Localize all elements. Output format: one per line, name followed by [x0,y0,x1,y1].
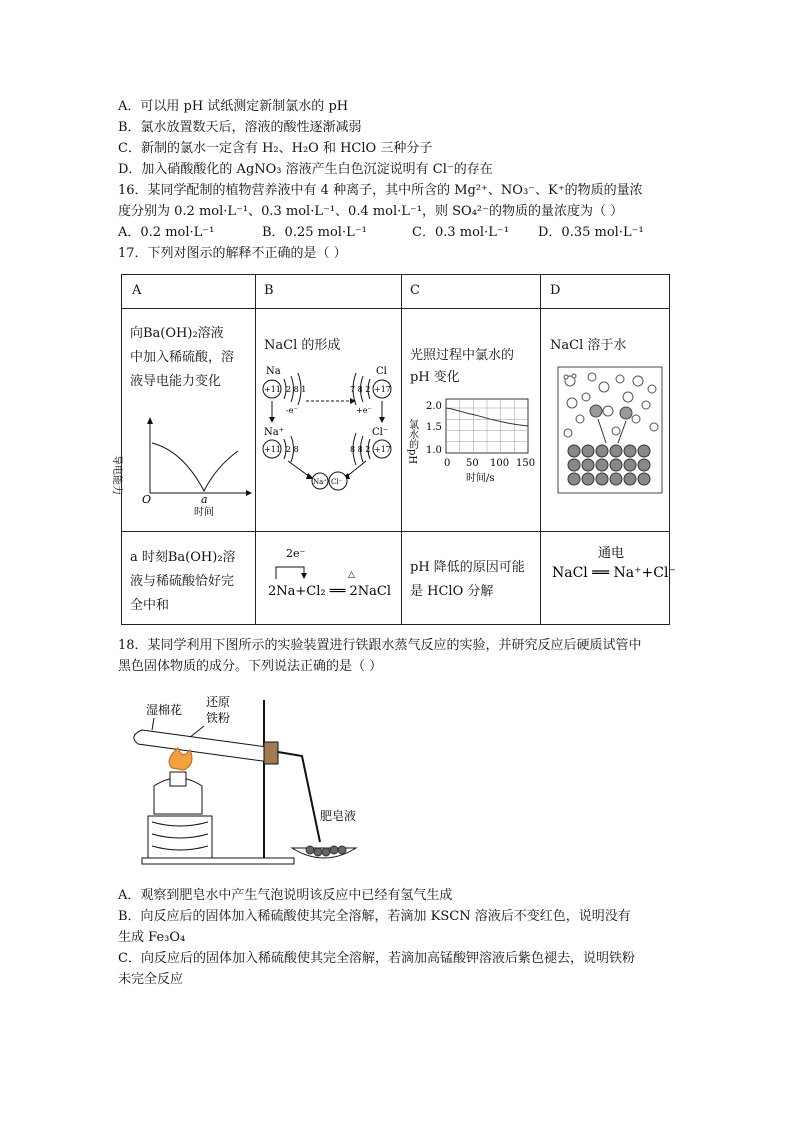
q16-option-a: A．0.2 mol·L⁻¹ [118,225,215,240]
svg-text:+17: +17 [374,445,391,454]
cell-b-top-title: NaCl 的形成 [264,338,341,353]
conductivity-xlabel: 时间 [194,507,214,518]
ph-xtick-50: 50 [466,458,479,469]
soap-solution-label: 肥皂液 [320,809,357,823]
q17-stem: 17．下列对图示的解释不正确的是（ ） [118,246,347,261]
q16-stem-line1: 16．某同学配制的植物营养液中有 4 种离子，其中所含的 Mg²⁺、NO₃⁻、K⁺的物质的量浓 [118,183,643,198]
q18-option-b-line2: 生成 Fe₃O₄ [118,930,186,945]
svg-text:2 8: 2 8 [286,445,299,454]
cell-a-bottom-line2: 液与稀硫酸恰好完 [130,574,235,589]
q18-option-a: A．观察到肥皂水中产生气泡说明该反应中已经有氢气生成 [118,888,453,903]
svg-text:+11: +11 [264,445,281,454]
na-core: +11 [264,385,281,394]
q16-option-d: D．0.35 mol·L⁻¹ [538,225,644,240]
svg-text:Cl⁻: Cl⁻ [331,478,343,486]
electrolysis-condition: 通电 [598,546,625,561]
cell-a-bottom-line3: 全中和 [130,598,170,613]
cell-c-bottom-line2: 是 HClO 分解 [410,584,494,599]
cell-a-top-line2: 中加入稀硫酸，溶 [130,350,235,365]
iron-powder-label-2: 铁粉 [206,711,231,725]
ph-chart [404,393,538,485]
ph-xlabel: 时间/s [466,473,495,484]
cl-atom-label: Cl [376,366,387,377]
q15-option-c: C．新制的氯水一定含有 H₂、H₂O 和 HClO 三种分子 [118,141,433,156]
q15-option-d: D．加入硝酸酸化的 AgNO₃ 溶液产生白色沉淀说明有 Cl⁻的存在 [118,162,493,177]
wet-cotton-label: 湿棉花 [146,703,183,717]
q18-stem-line2: 黑色固体物质的成分。下列说法正确的是（ ） [118,659,383,674]
graph-a-label: a [201,493,208,506]
q18-option-c-line1: C．向反应后的固体加入稀硫酸使其完全溶解，若滴加高锰酸钾溶液后紫色褪去，说明铁粉 [118,951,635,966]
q18-option-c-line2: 未完全反应 [118,972,184,987]
ph-ytick-1-5: 1.5 [426,422,442,433]
heat-symbol: △ [348,570,355,580]
ph-ytick-1: 1.0 [426,445,442,456]
na-atom-label: Na [266,366,281,377]
electrolysis-equation-text: NaCl ══ Na⁺+Cl⁻ [552,565,676,581]
conductivity-ylabel: 导电能力 [111,455,122,495]
cell-a-bottom-line1: a 时刻Ba(OH)₂溶 [130,550,236,565]
cell-a-top-line1: 向Ba(OH)₂溶液 [130,326,224,341]
cell-c-top-line2: pH 变化 [410,370,460,385]
q17-table [111,274,676,625]
ph-xtick-0: 0 [444,458,451,469]
gain-electron-label: +e⁻ [356,406,372,415]
q15-option-a: A．可以用 pH 试纸测定新制氯水的 pH [118,99,349,114]
ph-xtick-150: 150 [516,458,536,469]
table-header-c: C [410,283,420,298]
redox-equation [264,545,400,601]
electrolysis-equation [548,541,676,587]
q18-stem-line1: 18．某同学利用下图所示的实验装置进行铁跟水蒸气反应的实验，并研究反应后硬质试管中 [118,638,642,653]
cl-ion-label: Cl⁻ [372,427,389,438]
cell-d-top-title: NaCl 溶于水 [550,338,627,353]
svg-text:8 8 2: 8 8 2 [350,445,371,454]
nacl-dissolution-diagram [558,367,662,493]
nacl-formation-diagram [258,361,400,491]
graph-origin-label: O [142,493,152,506]
iron-steam-apparatus [124,690,364,880]
q16-option-b: B．0.25 mol·L⁻¹ [262,225,367,240]
conductivity-graph [111,415,252,520]
table-header-d: D [550,283,561,298]
table-header-b: B [264,283,274,298]
iron-powder-label-1: 还原 [206,695,231,709]
svg-text:7 8 2: 7 8 2 [350,385,371,394]
lose-electron-label: -e⁻ [286,406,298,415]
cell-c-top-line1: 光照过程中氯水的 [410,348,515,363]
electron-transfer-label: 2e⁻ [286,547,306,560]
cell-c-bottom-line1: pH 降低的原因可能 [410,560,525,575]
cl-core: +17 [374,385,391,394]
q16-stem-line2: 度分别为 0.2 mol·L⁻¹、0.3 mol·L⁻¹、0.4 mol·L⁻¹，则 SO₄²⁻的物质的量浓度为（ ） [118,204,624,219]
ph-ylabel: 氯水的pH [406,419,418,465]
svg-text:2 8 1: 2 8 1 [286,385,307,394]
q15-option-b: B．氯水放置数天后，溶液的酸性逐渐减弱 [118,120,362,135]
table-header-a: A [132,283,142,298]
q18-option-b-line1: B．向反应后的固体加入稀硫酸使其完全溶解，若滴加 KSCN 溶液后不变红色，说明没有 [118,909,631,924]
ph-ytick-2: 2.0 [426,401,442,412]
redox-equation-text: 2Na+Cl₂ ══ 2NaCl [268,584,392,599]
ph-xtick-100: 100 [490,458,510,469]
svg-text:Na⁺: Na⁺ [313,478,327,486]
na-ion-label: Na⁺ [264,427,284,438]
q16-option-c: C．0.3 mol·L⁻¹ [412,225,509,240]
cell-a-top-line3: 液导电能力变化 [130,374,222,389]
